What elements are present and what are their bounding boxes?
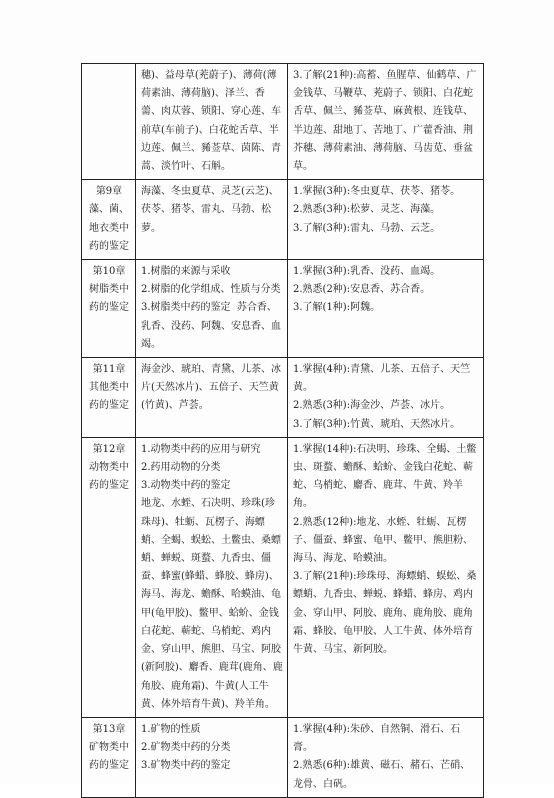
requirement-line: 1.掌握(4种):朱砂、自然铜、滑石、石膏。: [293, 723, 461, 754]
content-line: 2.药用动物的分类: [141, 462, 221, 474]
table-row: [82, 180, 484, 260]
requirement-line: 2.熟悉(6种):雄黄、磁石、赭石、芒硝、龙骨、白矾。: [293, 760, 471, 790]
syllabus-table: [81, 63, 484, 798]
content-line: 地龙、水蛭、石决明、珍珠(珍珠母)、牡蛎、瓦楞子、海螵蛸、全蝎、蜈蚣、土鳖虫、桑螵蛸、蝉蜕、斑蝥、九香虫、僵蚕、蜂蜜(蜂蜡、蜂胶、蜂房)、海马、海龙、蟾酥、哈蟆油、龟甲(龟甲胶)、鳖甲、蛤蚧、金钱白花蛇、蕲蛇、乌梢蛇、鸡内金、穿山甲、熊胆、马宝、阿胶(新阿胶)、麝香、鹿茸(鹿角、鹿角胶、鹿角霜)、牛黄(人工牛黄、体外培育牛黄)、羚羊角。: [141, 498, 283, 710]
chapter-cell: 第9章 藻、菌、地衣类中药的鉴定: [82, 180, 136, 260]
content-line: 2.树脂的化学组成、性质与分类: [141, 284, 281, 296]
content-cell: [136, 358, 288, 438]
table-row: [82, 358, 484, 438]
chapter-cell: [82, 64, 136, 180]
table-row: [82, 437, 484, 717]
table-row: [82, 64, 484, 180]
requirement-line: 3.了解(21种):高蓄、鱼腥草、仙鹤草、广金钱草、马鞭草、茺蔚子、锁阳、白花蛇舌草、佩兰、豨莶草、麻黄根、连钱草、半边莲、甜地丁、苦地丁、广藿香油、荆芥穗、薄荷素油、薄荷脑、马齿苋、垂盆草。: [293, 70, 477, 173]
requirement-cell: [288, 437, 484, 717]
requirement-line: 3.了解(1种):阿魏。: [293, 302, 381, 314]
requirement-line: 1.掌握(14种):石决明、珍珠、全蝎、土鳖虫、斑蝥、蟾酥、蛤蚧、金钱白花蛇、蕲蛇、乌梢蛇、麝香、鹿茸、牛黄、羚羊角。: [293, 443, 477, 510]
requirement-line: 1.掌握(4种):青黛、儿茶、五倍子、天竺黄。: [293, 364, 471, 394]
content-line: 海金沙、琥珀、青黛、儿茶、冰片(天然冰片)、五倍子、天竺黄(竹黄)、芦荟。: [141, 364, 281, 412]
content-cell: [136, 717, 288, 797]
requirement-line: 2.熟悉(3种):松萝、灵芝、海藻。: [293, 204, 441, 216]
content-cell: [136, 64, 288, 180]
chapter-cell: 第10章 树脂类中药的鉴定: [82, 260, 136, 358]
content-line: 1.树脂的来源与采收: [141, 266, 231, 278]
requirement-line: 2.熟悉(12种):地龙、水蛭、牡蛎、瓦楞子、僵蚕、蜂蜜、龟甲、鳖甲、熊胆粉、海马、海龙、哈蟆油。: [293, 516, 473, 565]
content-line: 2.矿物类中药的分类: [141, 742, 231, 754]
content-line: 穗)、益母草(茺蔚子)、薄荷(薄荷素油、薄荷脑)、泽兰、香薷、肉苁蓉、锁阳、穿心莲、车前草(车前子)、白花蛇舌草、半边莲、佩兰、豨莶草、茵陈、青蒿、淡竹叶、石斛。: [141, 70, 281, 173]
requirement-cell: [288, 180, 484, 260]
requirement-line: 2.熟悉(3种):海金沙、芦荟、冰片。: [293, 400, 451, 412]
content-line: 3.动物类中药的鉴定: [141, 480, 231, 492]
content-line: 1.动物类中药的应用与研究: [141, 443, 261, 455]
chapter-cell: 第11章 其他类中药的鉴定: [82, 358, 136, 438]
requirement-line: 3.了解(21种):珍珠母、海螵蛸、蜈蚣、桑螵蛸、九香虫、蝉蜕、蜂蜡、蜂房、鸡内金、穿山甲、阿胶、鹿角、鹿角胶、鹿角霜、蜂胶、龟甲胶、人工牛黄、体外培育牛黄、马宝、新阿胶。: [293, 571, 477, 656]
requirement-cell: [288, 358, 484, 438]
content-cell: [136, 180, 288, 260]
content-line: 海藻、冬虫夏草、灵芝(云芝)、茯苓、猪苓、雷丸、马勃、松萝。: [141, 186, 279, 234]
content-cell: [136, 260, 288, 358]
table-row: [82, 260, 484, 358]
chapter-cell: 第13章 矿物类中药的鉴定: [82, 717, 136, 797]
requirement-line: 1.掌握(3种):乳香、没药、血竭。: [293, 266, 441, 278]
requirement-line: 3.了解(3种):雷丸、马勃、云芝。: [293, 222, 441, 234]
table-row: [82, 717, 484, 797]
requirement-cell: [288, 260, 484, 358]
requirement-line: 1.掌握(3种):冬虫夏草、茯苓、猪苓。: [293, 186, 461, 198]
content-cell: [136, 437, 288, 717]
content-line: 1.矿物的性质: [141, 723, 201, 735]
requirement-line: 3.了解(3种):竹黄、琥珀、天然冰片。: [293, 418, 461, 430]
chapter-cell: 第12章 动物类中药的鉴定: [82, 437, 136, 717]
requirement-cell: [288, 717, 484, 797]
content-line: 3.矿物类中药的鉴定: [141, 760, 231, 772]
requirement-cell: [288, 64, 484, 180]
content-line: 3.树脂类中药的鉴定 苏合香、乳香、没药、阿魏、安息香、血竭。: [141, 302, 281, 350]
requirement-line: 2.熟悉(2种):安息香、苏合香。: [293, 284, 431, 296]
